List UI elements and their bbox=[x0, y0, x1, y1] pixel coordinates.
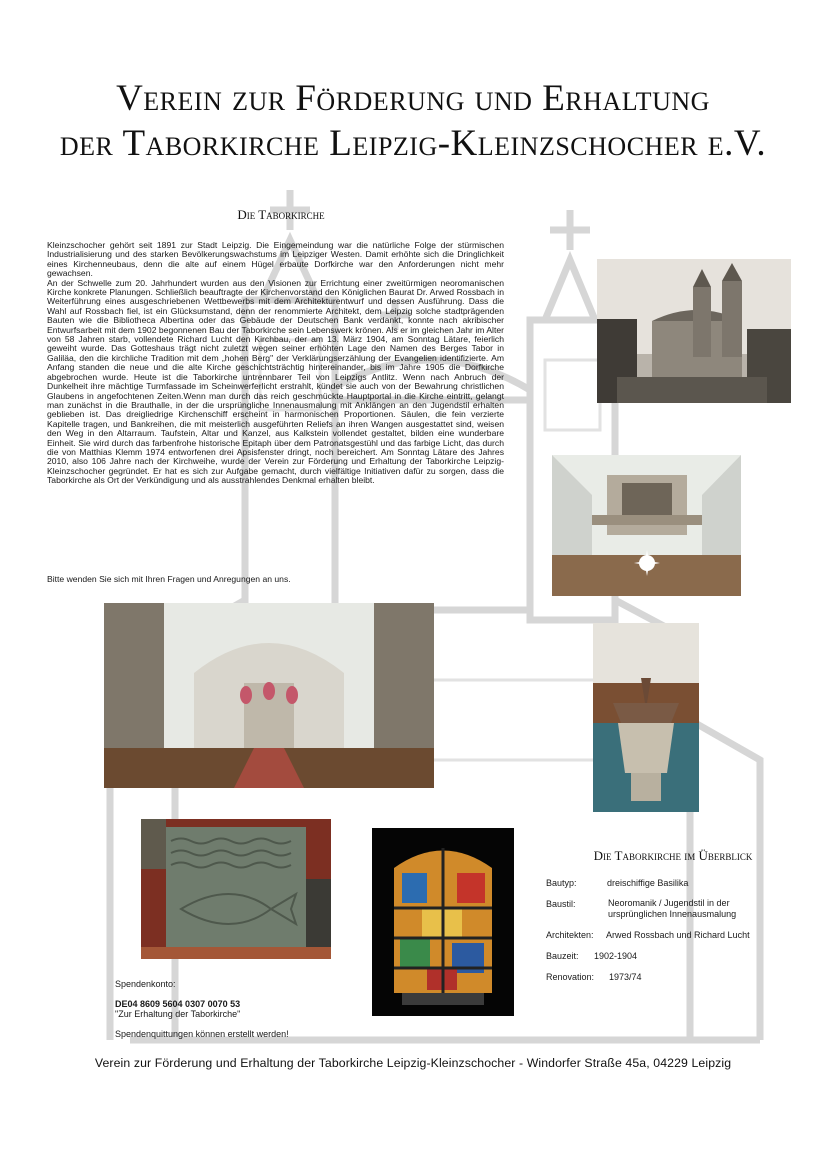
closing-text: Bitte wenden Sie sich mit Ihren Fragen und Anregungen an uns. bbox=[47, 574, 291, 584]
donation-reference: "Zur Erhaltung der Taborkirche" bbox=[115, 1009, 241, 1019]
overview-label-renovation: Renovation: bbox=[546, 972, 595, 982]
section-title: Die Taborkirche bbox=[237, 207, 325, 222]
page-title-line-2: der Taborkirche Leipzig-Kleinzschocher e.V. bbox=[59, 123, 767, 164]
donation-iban: DE04 8609 5604 0307 0070 53 bbox=[115, 999, 241, 1009]
body-paragraph: Kleinzschocher gehört seit 1891 zur Stadt Leipzig. Die Eingemeindung war die natürliche Folge der stürmischen Industrialisierung und des starken Bevölkerungswachstums im Leipziger Westen. Damit erhöhte sich die Dringlichkeit eines Kirchenneubaus, denn die alte auf einem Hügel erbaute Dorfkirche war den Anforderungen nicht mehr gewachsen. bbox=[47, 240, 504, 279]
overview-value-renovation: 1973/74 bbox=[609, 972, 642, 982]
page-title bbox=[0, 76, 826, 166]
overview-value-bautyp: dreischiffige Basilika bbox=[607, 878, 689, 888]
nave-interior-photo bbox=[104, 603, 434, 788]
stained-glass-photo bbox=[372, 828, 514, 1016]
overview-value-architekten: Arwed Rossbach und Richard Lucht bbox=[606, 930, 750, 940]
page-title-line-1: Verein zur Förderung und Erhaltung bbox=[116, 78, 710, 119]
overview-value-baustil-2: ursprünglichen Innenausmalung bbox=[608, 909, 737, 919]
body-text bbox=[47, 241, 504, 486]
donation-heading: Spendenkonto: bbox=[115, 979, 176, 989]
exterior-photo bbox=[597, 259, 791, 403]
overview-label-bauzeit: Bauzeit: bbox=[546, 951, 579, 961]
footer-address: Verein zur Förderung und Erhaltung der Taborkirche Leipzig-Kleinzschocher - Windorfer Straße 45a, 04229 Leipzig bbox=[94, 1056, 732, 1070]
interior-organ-photo bbox=[552, 455, 741, 596]
donation-receipts: Spendenquittungen können erstellt werden! bbox=[115, 1029, 289, 1039]
body-paragraph: An der Schwelle zum 20. Jahrhundert wurden aus den Visionen zur Errichtung einer zweitürmigen neoromanischen Kirche konkrete Planungen. Schließlich beauftragte der Kirchenvorstand den Königlichen Baurat Dr. Arwed Rossbach in Weiterführung eines ausgeschriebenen Wettbewerbs mit dem Architekturentwurf und dessen Ausführung. Dass die Wahl auf Rossbach fiel, ist ein Glücksumstand, denn der renommierte Architekt, dem Leipzig solche stadtprägenden Bauten wie die Bibliotheca Albertina oder das Gebäude der Deutschen Bank verdankt, konnte nach akribischer Entwurfsarbeit mit dem 1902 begonnenen Bau der Taborkirche sein Lebenswerk krönen. Als er im gleichen Jahr im Alter von 58 Jahren starb, vollendete Richard Lucht den Kirchbau, der am 13. März 1904, am Sonntag Lätare, feierlich geweiht wurde. Das Gotteshaus trägt nicht zuletzt wegen seiner erhöhten Lage den Namen des Berges Tabor in Galiläa, den die kirchliche Tradition mit dem „hohen Berg" der Verklärungserzählung der Evangelien identifizierte. Am Anfang standen die neue und die alte Kirche geschichtsträchtig hintereinander, bis im Jahre 1905 die Dorfkirche abgebrochen wurde. Heute ist die Taborkirche untrennbarer Teil von Leipzigs Antlitz. Wenn nach Anbruch der Dunkelheit ihre mächtige Turmfassade im Scheinwerferlicht erstrahlt, kündet sie auch von der Bewahrung christlichen Glaubens in angefochtenen Zeiten.Wenn man durch das reich geschmückte Hauptportal in die Kirche eintritt, gelangt man zunächst in die Brauthalle, in der die ursprüngliche Innenausmalung mit Anklängen an den Jugendstil erhalten geblieben ist. Das dreigliedrige Kirchenschiff erscheint in harmonischen Proportionen. Säulen, die fein verzierte Kapitelle tragen, und Bankreihen, die mit meisterlich ausgeführten Reliefs an ihren Wangen ausgestattet sind, weisen den Weg in den Altarraum. Taufstein, Altar und Kanzel, aus Kalkstein vollendet gestaltet, bilden eine wunderbare Einheit. Sie wird durch das farbenfrohe historische Epitaph über dem Patronatsgestühl und das farbige Licht, das durch die von Matthias Klemm 1974 entworfenen drei Apsisfenster dringt, noch bereichert. Am Sonntag Lätare des Jahres 2010, also 106 Jahre nach der Kirchweihe, wurde der Verein zur Förderung und Erhaltung der Taborkirche Leipzig-Kleinzschocher gegründet. Er hat es sich zur Aufgabe gemacht, durch vielfältige Initiativen dafür zu sorgen, dass die Taborkirche als Ort der Verkündigung und als ausstrahlendes Denkmal erhalten bleibt. bbox=[47, 277, 504, 486]
overview-label-architekten: Architekten: bbox=[546, 930, 594, 940]
fish-relief-photo bbox=[141, 819, 331, 959]
overview-value-baustil: Neoromanik / Jugendstil in der bbox=[608, 898, 730, 908]
overview-value-bauzeit: 1902-1904 bbox=[594, 951, 638, 961]
overview-title: Die Taborkirche im Überblick bbox=[593, 848, 753, 863]
overview-label-baustil: Baustil: bbox=[546, 899, 576, 909]
baptismal-font-photo bbox=[593, 623, 699, 812]
overview-label-bautyp: Bautyp: bbox=[546, 878, 577, 888]
